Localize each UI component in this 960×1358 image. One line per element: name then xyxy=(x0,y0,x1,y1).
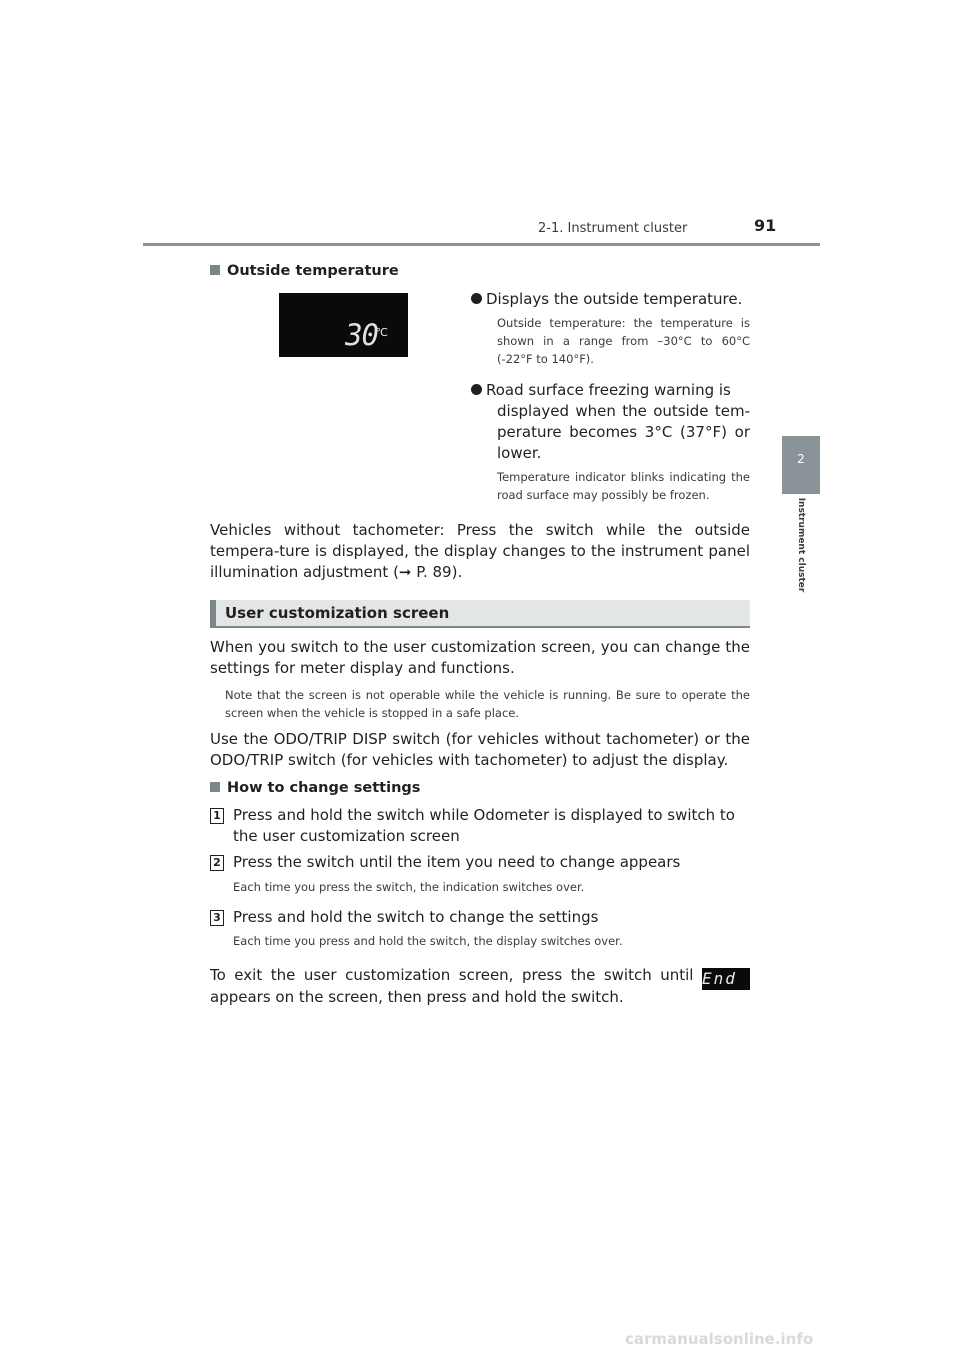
step-text: Press the switch until the item you need to change appears xyxy=(233,853,681,871)
end-display-icon: End xyxy=(702,968,750,990)
step-number-badge: 2 xyxy=(210,855,224,871)
bullet-dot-icon xyxy=(471,384,482,395)
display-temperature-unit: ℃ xyxy=(375,326,388,339)
bullet-displays-temperature xyxy=(471,289,750,310)
outside-temperature-display xyxy=(279,293,408,357)
section-title: User customization screen xyxy=(225,604,450,622)
exit-text-before: To exit the user customization screen, press the switch until xyxy=(210,966,694,984)
freezing-indicator-note: Temperature indicator blinks indicating the road surface may possibly be frozen. xyxy=(497,470,750,502)
page-number: 91 xyxy=(754,216,777,235)
outside-temperature-heading-text: Outside temperature xyxy=(227,263,399,279)
exit-paragraph-line2: appears on the screen, then press and hold the switch. xyxy=(210,988,624,1006)
bullet-freezing-warning xyxy=(471,380,750,464)
user-customization-section-header xyxy=(210,600,750,628)
step-text: Press and hold the switch while Odometer is displayed to switch to the user customization screen xyxy=(233,806,735,845)
switch-usage-paragraph: Use the ODO/TRIP DISP switch (for vehicles without tachometer) or the ODO/TRIP switch (for vehicles with tachometer) to adjust the display. xyxy=(210,730,750,769)
running-header-section: 2-1. Instrument cluster xyxy=(538,221,688,236)
watermark: carmanualsonline.info xyxy=(625,1330,814,1348)
chapter-tab-label: Instrument cluster xyxy=(796,497,806,593)
chapter-tab: 2 xyxy=(782,436,820,494)
outside-temperature-heading xyxy=(210,263,399,279)
step-2 xyxy=(210,852,750,873)
customization-intro-paragraph: When you switch to the user customization screen, you can change the settings for meter display and functions. xyxy=(210,638,750,677)
display-temperature-value: 30 xyxy=(345,318,378,352)
temperature-range-note: Outside temperature: the temperature is shown in a range from –30°C to 60°C (-22°F to 140°F). xyxy=(497,316,750,366)
tachometer-paragraph: Vehicles without tachometer: Press the switch while the outside tempera-ture is displayed, the display changes to the instrument panel illumination adjustment (➞ P. 89). xyxy=(210,521,750,581)
step-2-note: Each time you press the switch, the indication switches over. xyxy=(233,880,585,894)
bullet-dot-icon xyxy=(471,293,482,304)
step-number-badge: 3 xyxy=(210,910,224,926)
header-rule xyxy=(143,243,820,246)
step-text: Press and hold the switch to change the settings xyxy=(233,908,599,926)
bullet-text: Displays the outside temperature. xyxy=(486,290,743,308)
operation-safety-note: Note that the screen is not operable while the vehicle is running. Be sure to operate the screen when the vehicle is stopped in a safe place. xyxy=(225,688,750,720)
step-number-badge: 1 xyxy=(210,808,224,824)
bullet-text-continued: displayed when the outside tem-perature becomes 3°C (37°F) or lower. xyxy=(497,402,750,462)
step-3-note: Each time you press and hold the switch, the display switches over. xyxy=(233,934,623,948)
square-bullet-icon xyxy=(210,782,220,792)
bullet-text-first-line: Road surface freezing warning is xyxy=(486,381,731,399)
how-to-change-settings-heading xyxy=(210,780,420,796)
how-to-change-settings-heading-text: How to change settings xyxy=(227,780,421,796)
square-bullet-icon xyxy=(210,265,220,275)
step-1 xyxy=(210,805,750,847)
step-3 xyxy=(210,907,750,928)
